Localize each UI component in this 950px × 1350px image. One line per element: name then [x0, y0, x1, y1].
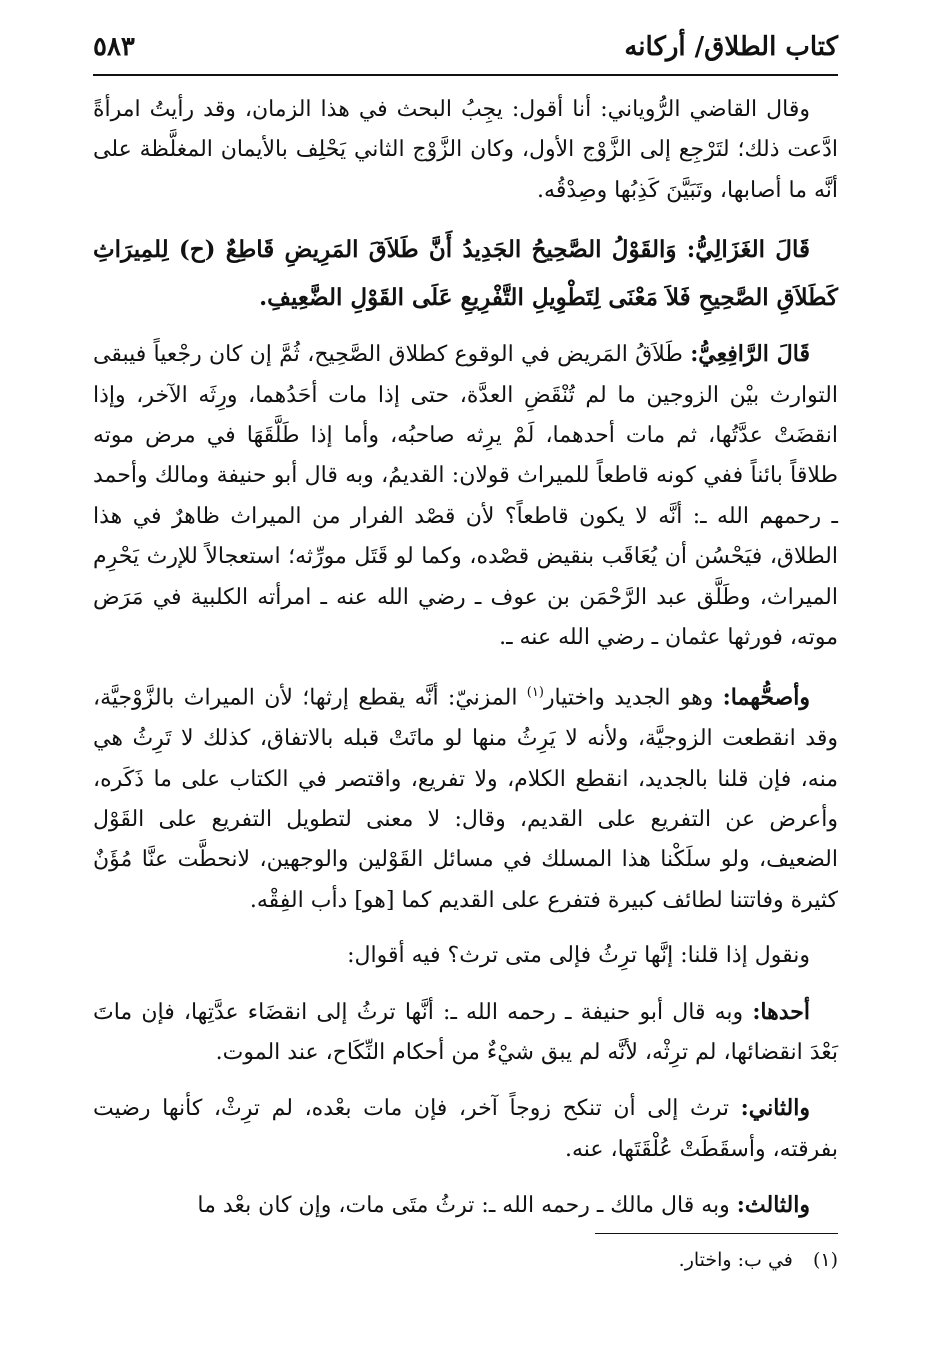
text-segment: ترث إلى أن تنكح زوجاً آخر، فإن مات بعْده، لم ترِثْ، كأنها رضيت بفرقته، وأسقَطَتْ عُلْقَتَها، عنه.: [93, 1096, 838, 1162]
paragraph-second-opinion: [93, 1088, 838, 1170]
chapter-title: كتاب الطلاق/ أركانه: [624, 32, 838, 62]
paragraph-ghazali-matn: [93, 226, 838, 322]
footnote-marker[interactable]: (١): [526, 685, 544, 701]
paragraph-ruyani: وقال القاضي الرُّوياني: أنا أقول: يجِبُ البحث في هذا الزمان، وقد رأيتُ امرأةً ادَّعت ذلك؛ لتَرْجِع إلى الزَّوْج الأول، وكان الزَّوْج الثاني يَحْلِف بالأيمان المغلَّظة على أنَّه ما أصابها، وتَبَيَّنَ كَذِبُها وصِدْقُه.: [93, 97, 838, 203]
matn-text: وَالقَوْلُ الصَّحِيحُ الجَدِيدُ أَنَّ طَلاَقَ المَرِيضِ قَاطِعٌ (ح) لِلمِيرَاثِ كَطَلاَقِ الصَّحِيحِ فَلاَ مَعْنَى لِتَطْوِيلِ التَّفْرِيعِ عَلَى القَوْلِ الضَّعِيفِ.: [93, 236, 838, 312]
header-rule: [93, 74, 838, 76]
paragraph-first-opinion: [93, 992, 838, 1074]
paragraph-most-correct: [93, 673, 838, 921]
text-segment: المزنيّ: أنَّه يقطع إرثها؛ لأن الميراث بالزَّوْجيَّة، وقد انقطعت الزوجيَّة، ولأنه لا يَرِثُ منها لو ماتَتْ قبله بالاتفاق، كذلك لا تَرِثُ هي منه، فإن قلنا بالجديد، انقطع الكلام، ولا تفريع، واقتصر في الكتاب على ما ذَكَره، وأعرض عن التفريع على القديم، وقال: لا معنى لتطويل التفريع على القَوْل الضعيف، ولو سلَكْنا هذا المسلك في مسائل القَوْلين والوجهين، لانحطَّت عنَّا مُؤَنٌ كثيرة وفاتتنا لطائف كبيرة فتفرع على القديم كما [هو] دأب الفِقْه.: [93, 685, 838, 913]
paragraph-rafii: [93, 334, 838, 658]
term-second: والثاني:: [740, 1095, 810, 1122]
term-first: أحدها:: [752, 998, 810, 1025]
footnote: [93, 1245, 838, 1275]
paragraph-question: ونقول إذا قلنا: إنَّها ترِثُ فإلى متى ترث؟ فيه أقوال:: [347, 943, 810, 969]
term-ashahhuhuma: وأصحُّهما:: [722, 684, 810, 711]
commentary-text: طَلاَقُ المَريض في الوقوع كطلاق الصَّحِيح، ثُمَّ إن كان رجْعياً فيبقى التوارث بيْن الزوجين ما لم تُنْقَضِ العدَّة، حتى إذا مات أحَدُهما، ورِثَه الآخر، وإذا انقضَتْ عدَّتُها، ثم مات أحدهما، لَمْ يرِثه صاحبُه، وأما إذا طَلَّقَهَا في مرض موته طلاقاً بائناً ففي كونه قاطعاً للميراث قولان: القديمُ، وبه قال أبو حنيفة ومالك وأحمد ـ رحمهم الله ـ: أنَّه لا يكون قاطعاً؟ لأن قصْد الفرار من الميراث ظاهرٌ في هذا الطلاق، فيَحْسُن أن يُعَاقَب بنقيض قصْده، وكما لو قَتَل مورِّثه؛ استعجالاً للإرث يَحْرِم الميراث، وطَلَّق عبد الرَّحْمَن بن عوف ـ رضي الله عنه ـ امرأته الكلبية في مَرَض موته، فورثها عثمان ـ رضي الله عنه ـ.: [93, 342, 839, 651]
paragraph-third-opinion: [93, 1185, 838, 1226]
page-number: ٥٨٣: [93, 32, 135, 62]
main-text: [93, 90, 838, 1242]
footnote-text: في ب: واختار.: [678, 1249, 793, 1271]
term-third: والثالث:: [736, 1192, 810, 1219]
footnote-number: (١): [812, 1249, 838, 1271]
running-header: [93, 22, 838, 74]
speaker-rafii: قَالَ الرَّافِعِيُّ:: [690, 341, 810, 368]
footnote-rule: [595, 1233, 838, 1234]
text-segment: وبه قال أبو حنيفة ـ رحمه الله ـ: أنَّها ترثُ إلى انقضَاء عدَّتِها، فإن ماتَ بَعْدَ انقضائها، لم ترِثْه، لأنَّه لم يبق شيْءٌ من أحكام النِّكَاح، عند الموت.: [93, 999, 838, 1066]
speaker-ghazali: قَالَ الغَزَالِيُّ:: [686, 236, 810, 264]
text-segment: وبه قال مالك ـ رحمه الله ـ: ترثُ متَى مات، وإن كان بعْد ما: [197, 1193, 730, 1219]
text-segment: وهو الجديد واختيار: [543, 685, 714, 711]
